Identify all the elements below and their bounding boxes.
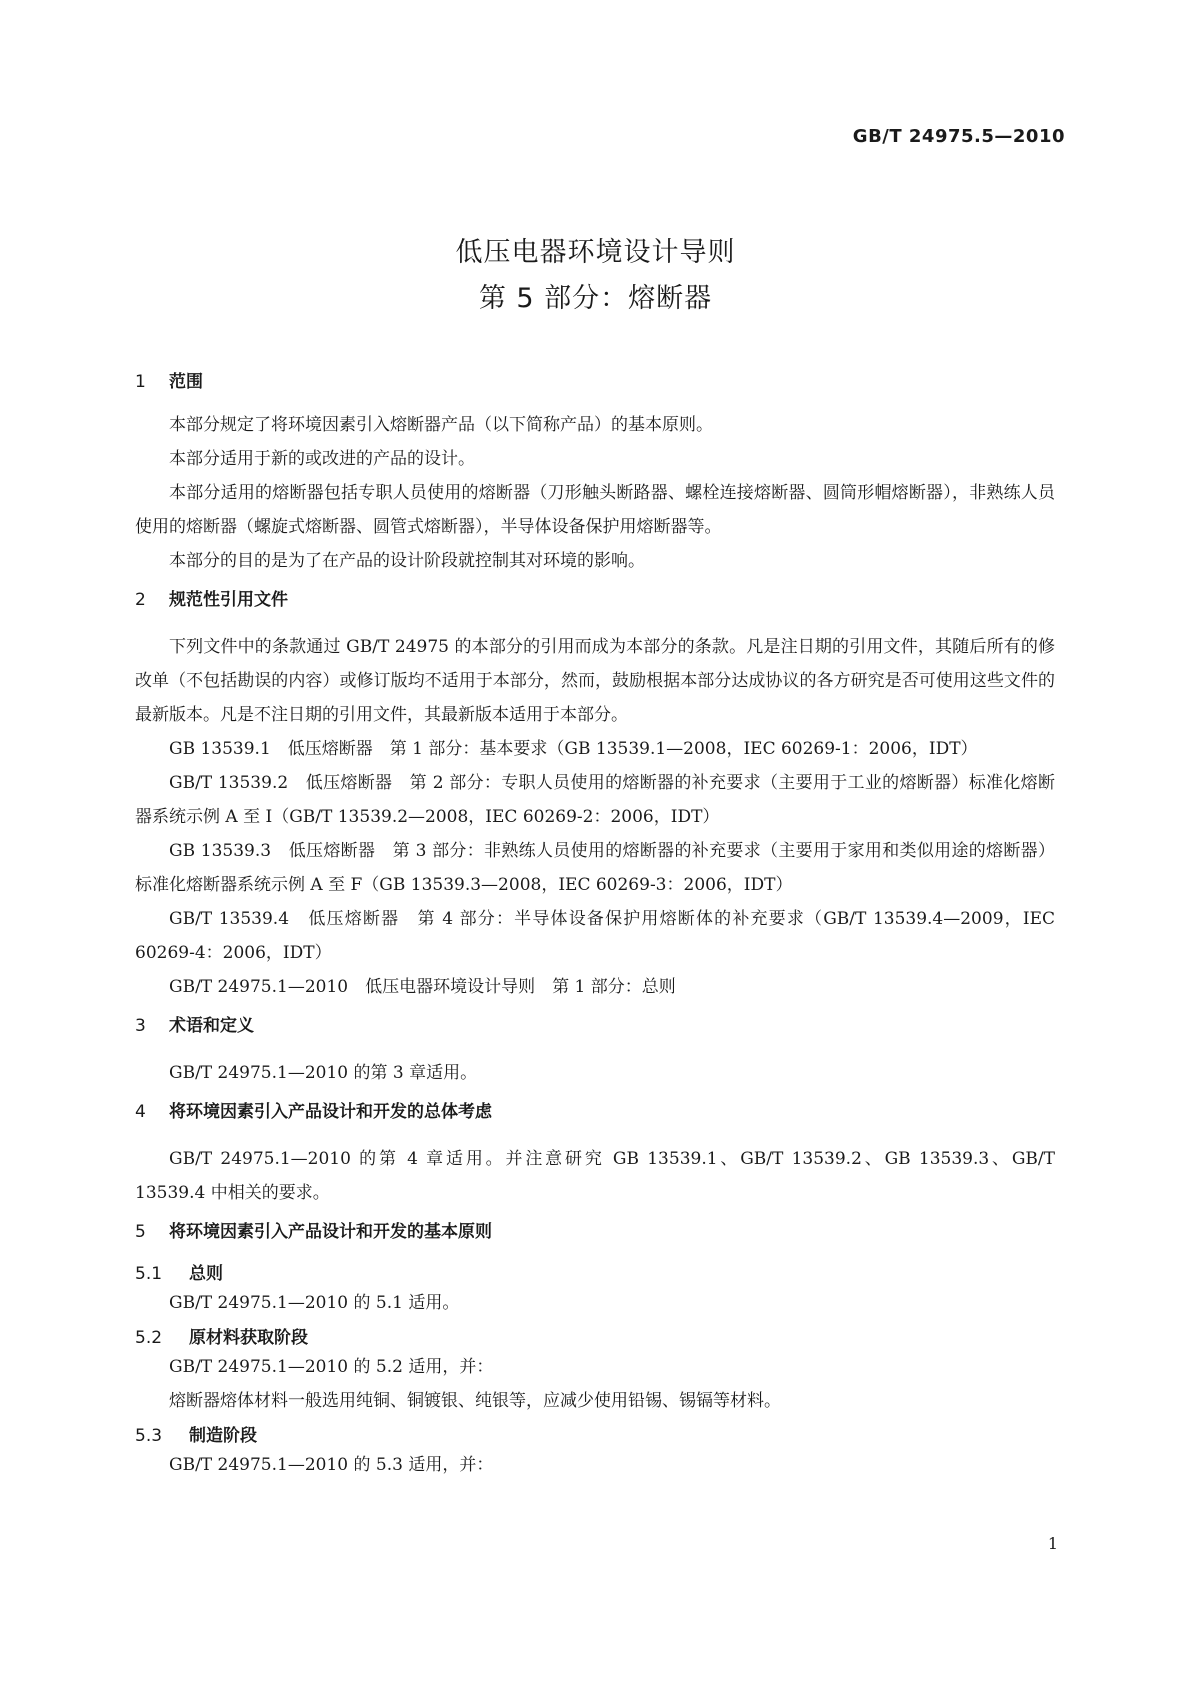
paragraph: 下列文件中的条款通过 GB/T 24975 的本部分的引用而成为本部分的条款。凡是注日期的引用文件，其随后所有的修改单（不包括勘误的内容）或修订版均不适用于本部分，然而，鼓励根据本部分达成协议的各方研究是否可使用这些文件的最新版本。凡是不注日期的引用文件，其最新版本适用于本部分。	[135, 637, 1055, 725]
subsection-title: 总则	[189, 1264, 223, 1284]
subsection-heading-5-3	[135, 1424, 1055, 1448]
paragraph: 本部分适用于新的或改进的产品的设计。	[169, 449, 475, 469]
standard-code: GB/T 24975.5—2010	[852, 126, 1065, 147]
paragraph: GB/T 24975.1—2010 的 5.1 适用。	[169, 1293, 460, 1313]
section-title: 术语和定义	[169, 1016, 254, 1036]
section-title: 范围	[169, 372, 203, 392]
section-number: 1	[135, 372, 146, 392]
section-number: 3	[135, 1016, 146, 1036]
paragraph: GB/T 24975.1—2010 的 5.2 适用，并：	[169, 1357, 494, 1377]
reference-item: GB 13539.3 低压熔断器 第 3 部分：非熟练人员使用的熔断器的补充要求（主要用于家用和类似用途的熔断器）标准化熔断器系统示例 A 至 F（GB 13539.3—2008，IEC 60269-3：2006，IDT）	[135, 841, 1055, 895]
subsection-number: 5.1	[135, 1264, 163, 1284]
section-heading-5	[135, 1220, 1055, 1244]
subsection-title: 制造阶段	[189, 1426, 257, 1446]
section-heading-2	[135, 588, 1055, 612]
paragraph: GB/T 24975.1—2010 的 5.3 适用，并：	[169, 1455, 494, 1475]
reference-item: GB/T 13539.4 低压熔断器 第 4 部分：半导体设备保护用熔断体的补充要求（GB/T 13539.4—2009，IEC 60269-4：2006，IDT）	[135, 909, 1055, 963]
section-title: 将环境因素引入产品设计和开发的总体考虑	[169, 1102, 492, 1122]
subsection-title: 原材料获取阶段	[189, 1328, 308, 1348]
section-heading-3	[135, 1014, 1055, 1038]
section-heading-4	[135, 1100, 1055, 1124]
section-number: 5	[135, 1222, 146, 1242]
section-number: 4	[135, 1102, 146, 1122]
section-title: 将环境因素引入产品设计和开发的基本原则	[169, 1222, 492, 1242]
paragraph: GB/T 24975.1—2010 的第 4 章适用。并注意研究 GB 13539.1、GB/T 13539.2、GB 13539.3、GB/T 13539.4 中相关的要求。	[135, 1149, 1055, 1203]
document-subtitle: 第 5 部分：熔断器	[478, 283, 713, 314]
reference-item: GB 13539.1 低压熔断器 第 1 部分：基本要求（GB 13539.1—2008，IEC 60269-1：2006，IDT）	[169, 739, 978, 759]
document-body	[135, 370, 1055, 1482]
section-number: 2	[135, 590, 146, 610]
paragraph: 本部分的目的是为了在产品的设计阶段就控制其对环境的影响。	[169, 551, 645, 571]
subsection-number: 5.2	[135, 1328, 163, 1348]
paragraph: 本部分适用的熔断器包括专职人员使用的熔断器（刀形触头断路器、螺栓连接熔断器、圆筒形帽熔断器），非熟练人员使用的熔断器（螺旋式熔断器、圆管式熔断器），半导体设备保护用熔断器等。	[135, 483, 1055, 537]
section-title: 规范性引用文件	[169, 590, 288, 610]
paragraph: 熔断器熔体材料一般选用纯铜、铜镀银、纯银等，应减少使用铅锡、锡镉等材料。	[169, 1391, 781, 1411]
document-title: 低压电器环境设计导则	[455, 237, 736, 268]
page-number: 1	[1047, 1534, 1058, 1553]
reference-item: GB/T 13539.2 低压熔断器 第 2 部分：专职人员使用的熔断器的补充要求（主要用于工业的熔断器）标准化熔断器系统示例 A 至 I（GB/T 13539.2—2008，IEC 60269-2：2006，IDT）	[135, 773, 1055, 827]
section-heading-1	[135, 370, 1055, 394]
subsection-heading-5-1	[135, 1262, 1055, 1286]
paragraph: GB/T 24975.1—2010 的第 3 章适用。	[169, 1063, 478, 1083]
paragraph: 本部分规定了将环境因素引入熔断器产品（以下简称产品）的基本原则。	[169, 415, 713, 435]
reference-item: GB/T 24975.1—2010 低压电器环境设计导则 第 1 部分：总则	[169, 977, 676, 997]
subsection-number: 5.3	[135, 1426, 163, 1446]
subsection-heading-5-2	[135, 1326, 1055, 1350]
